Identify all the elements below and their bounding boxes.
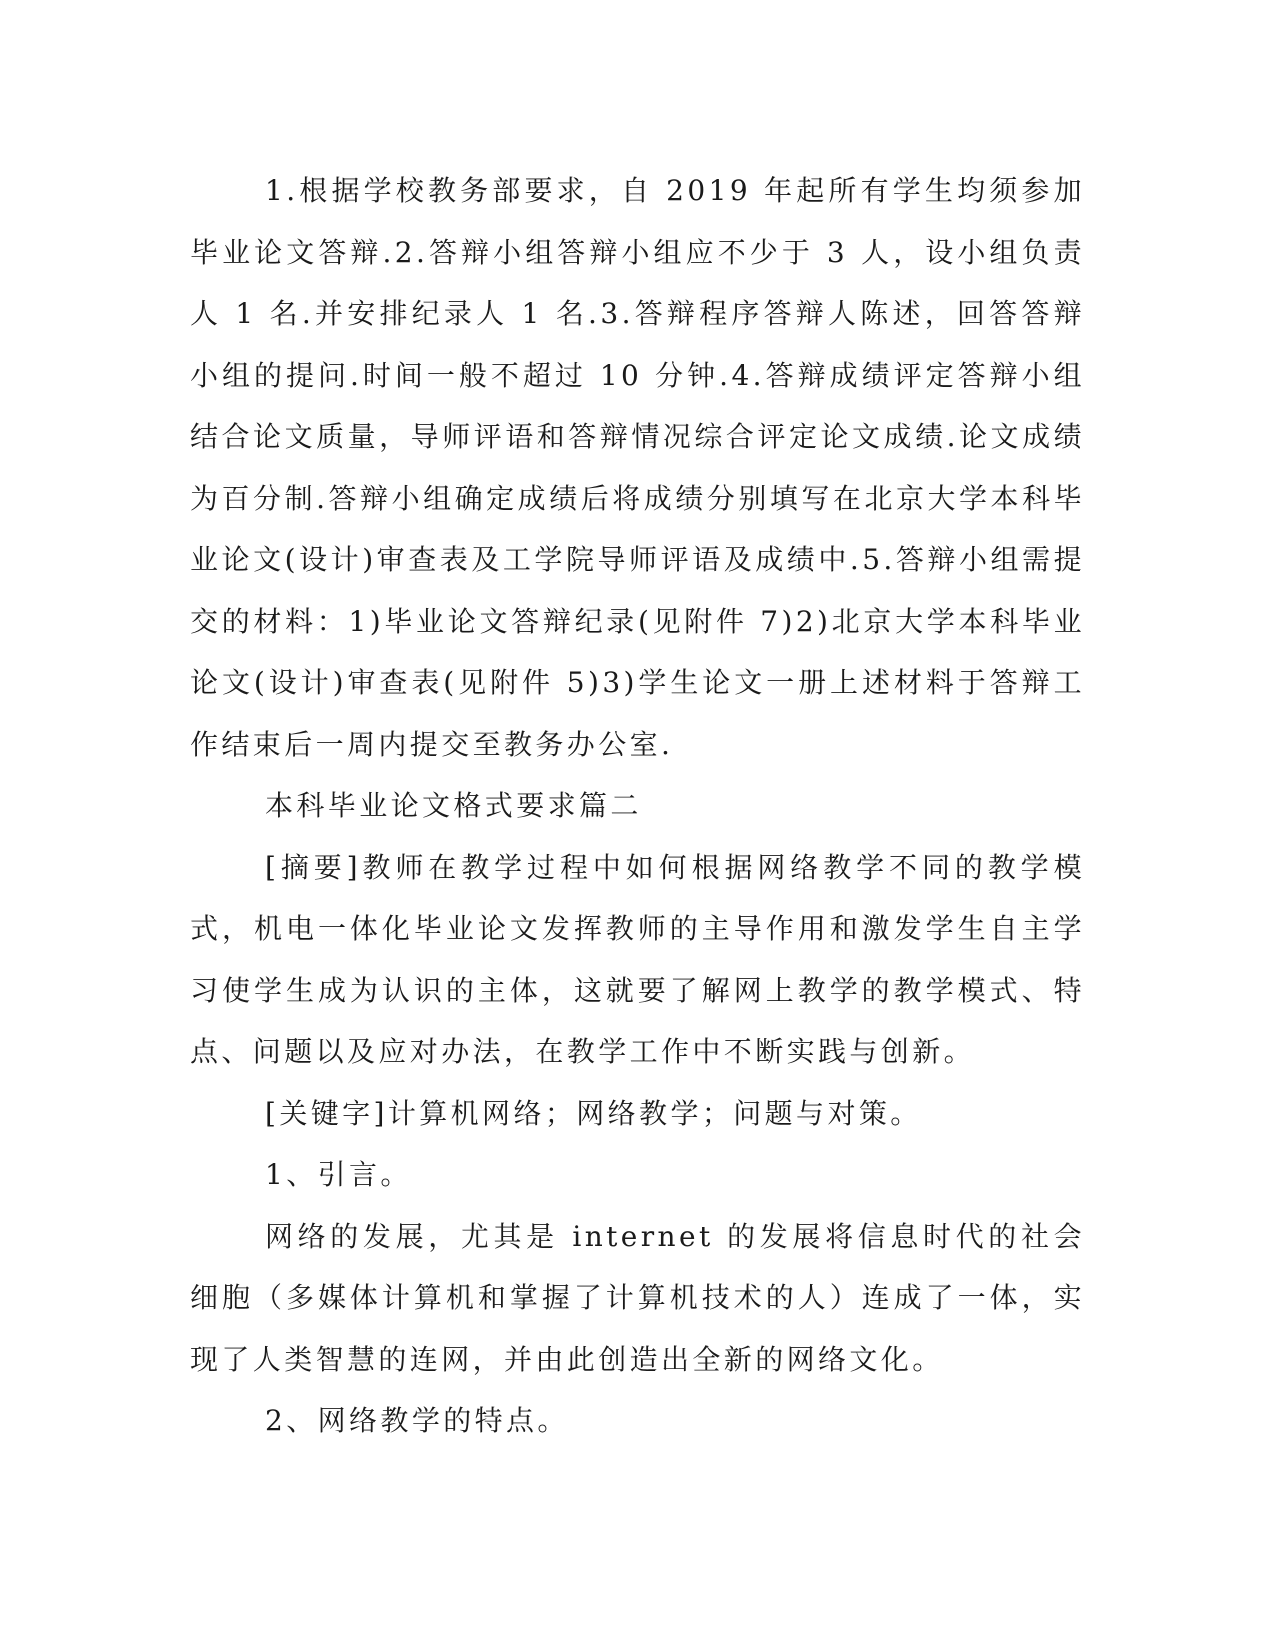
heading-network-teaching-features: 2、网络教学的特点。 [265,1404,569,1437]
paragraph-introduction: 网络的发展，尤其是 internet 的发展将信息时代的社会细胞（多媒体计算机和掌握了计算机技术的人）连成了一体，实现了人类智慧的连网，并由此创造出全新的网络文化。 [190,1219,1085,1376]
paragraph-defense-rules: 1.根据学校教务部要求，自 2019 年起所有学生均须参加毕业论文答辩.2.答辩小组答辩小组应不少于 3 人，设小组负责人 1 名.并安排纪录人 1 名.3.答辩程序答辩人陈述，回答答辩小组的提问.时间一般不超过 10 分钟.4.答辩成绩评定答辩小组结合论文质量，导师评语和答辩情况综合评定论文成绩.论文成绩为百分制.答辩小组确定成绩后将成绩分别填写在北京大学本科毕业论文(设计)审查表及工学院导师评语及成绩中.5.答辩小组需提交的材料：1)毕业论文答辩纪录(见附件 7)2)北京大学本科毕业论文(设计)审查表(见附件 5)3)学生论文一册上述材料于答辩工作结束后一周内提交至教务办公室. [190,174,1085,761]
paragraph-abstract: [摘要]教师在教学过程中如何根据网络教学不同的教学模式，机电一体化毕业论文发挥教师的主导作用和激发学生自主学习使学生成为认识的主体，这就要了解网上教学的教学模式、特点、问题以及应对办法，在教学工作中不断实践与创新。 [190,850,1085,1068]
heading-introduction: 1、引言。 [265,1158,412,1191]
section-heading-part-two: 本科毕业论文格式要求篇二 [265,789,642,822]
paragraph-keywords: [关键字]计算机网络；网络教学；问题与对策。 [265,1096,922,1130]
document-body [190,160,1085,1452]
